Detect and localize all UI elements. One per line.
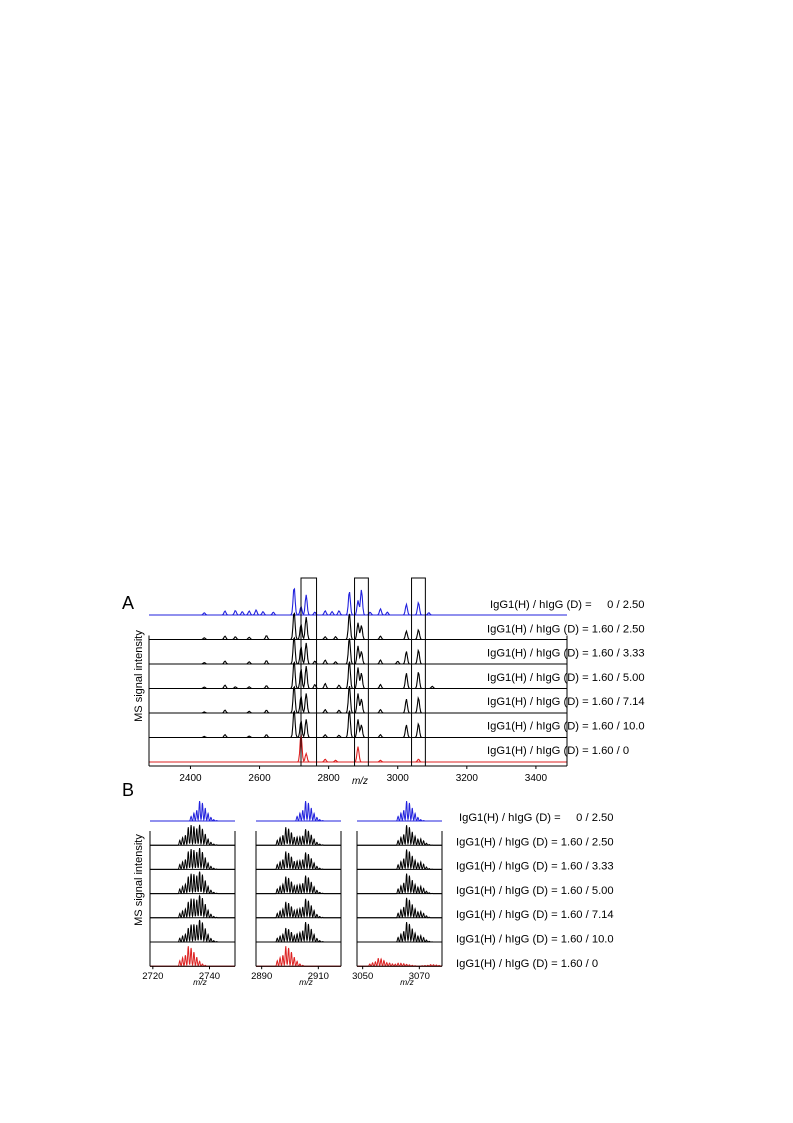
panel-b-trace-igg1-h-higg-d-1-60-5-00 [357, 874, 442, 894]
panel-b-x-tick-label: 2910 [307, 971, 329, 983]
panel-a-legend-entry: IgG1(H) / hIgG (D) = 1.60 / 2.50 [487, 623, 645, 636]
panel-a-legend-entry: IgG1(H) / hIgG (D) = 1.60 / 7.14 [487, 696, 645, 709]
panel-b-subplot-3 [352, 801, 442, 987]
panel-b-legend-entry: IgG1(H) / hIgG (D) = 1.60 / 10.0 [456, 933, 614, 946]
panel-a-x-tick-label: 2400 [179, 773, 202, 784]
panel-b-trace-igg1-h-higg-d-0-2-50 [256, 801, 341, 821]
panel-b-trace-line [150, 848, 235, 869]
panel-b-trace-line [150, 872, 235, 894]
panel-b-x-tick-label: 2740 [198, 971, 221, 983]
panel-b-trace-line [256, 899, 341, 918]
panel-b-trace-igg1-h-higg-d-1-60-2-50 [357, 825, 442, 845]
panel-b-legend-entry: IgG1(H) / hIgG (D) = 1.60 / 2.50 [456, 836, 614, 849]
panel-b-trace-igg1-h-higg-d-1-60-0 [357, 958, 442, 966]
panel-b-trace-line [256, 851, 341, 869]
panel-b-legend-entry: IgG1(H) / hIgG (D) = 1.60 / 5.00 [456, 884, 614, 897]
panel-a-x-tick-label: 3400 [524, 773, 548, 784]
panel-b-trace-igg1-h-higg-d-1-60-5-00 [150, 872, 235, 894]
panel-b-trace-igg1-h-higg-d-1-60-2-50 [256, 827, 341, 845]
panel-b-x-tick-label: 3070 [408, 971, 430, 983]
panel-a-legend [487, 599, 645, 757]
panel-b-trace-line [357, 922, 442, 942]
panel-b-trace-igg1-h-higg-d-1-60-0 [256, 946, 341, 966]
panel-b-trace-line [256, 922, 341, 942]
panel-b-trace-igg1-h-higg-d-1-60-7-14 [150, 896, 235, 918]
panel-a-x-tick-label: 3000 [386, 773, 409, 784]
panel-b-trace-igg1-h-higg-d-1-60-10-0 [150, 920, 235, 942]
panel-b-trace-igg1-h-higg-d-1-60-7-14 [357, 898, 442, 918]
panel-b-x-tick-label: 2720 [142, 971, 164, 983]
panel-b-letter: B [122, 780, 135, 800]
panel-b-trace-igg1-h-higg-d-1-60-3-33 [256, 851, 341, 869]
panel-b-trace-igg1-h-higg-d-0-2-50 [357, 801, 442, 821]
panel-b-trace-igg1-h-higg-d-1-60-2-50 [150, 825, 235, 845]
panel-b-ylabel: MS signal intensity [133, 834, 145, 926]
panel-a-xlabel: m/z [351, 776, 369, 787]
panel-b-trace-line [357, 874, 442, 894]
panel-a-legend-entry: IgG1(H) / hIgG (D) = 1.60 / 10.0 [487, 720, 645, 733]
panel-b-legend [456, 812, 614, 970]
panel-a-legend-entry: IgG1(H) / hIgG (D) = 1.60 / 5.00 [487, 671, 645, 684]
panel-a-x-tick-label: 2600 [248, 773, 271, 784]
panel-b-x-tick-label: 2890 [251, 971, 273, 983]
panel-b-xlabel: m/z [299, 977, 313, 988]
panel-a-ylabel: MS signal intensity [133, 630, 145, 722]
panel-a-legend-entry: IgG1(H) / hIgG (D) = 1.60 / 3.33 [487, 647, 645, 660]
panel-b-trace-line [357, 898, 442, 918]
panel-b-trace-igg1-h-higg-d-1-60-5-00 [256, 876, 341, 894]
panel-b-x-tick-label: 3050 [352, 971, 374, 983]
panel-b-subplot-1 [142, 801, 235, 987]
panel-b-trace-igg1-h-higg-d-1-60-10-0 [357, 922, 442, 942]
panel-b-legend-entry: IgG1(H) / hIgG (D) = 1.60 / 7.14 [456, 909, 614, 922]
panel-b-trace-line [150, 825, 235, 845]
panel-b-trace-igg1-h-higg-d-1-60-7-14 [256, 899, 341, 918]
panel-b-trace-line [357, 958, 442, 966]
panel-b-trace-line [357, 825, 442, 845]
panel-b-legend-entry: IgG1(H) / hIgG (D) = 1.60 / 3.33 [456, 860, 614, 873]
panel-b-trace-line [357, 801, 442, 821]
panel-a-x-tick-label: 3200 [455, 773, 478, 784]
panel-b-trace-igg1-h-higg-d-0-2-50 [150, 801, 235, 821]
panel-b-trace-line [150, 920, 235, 942]
panel-b [122, 780, 442, 987]
panel-a-letter: A [122, 593, 135, 613]
panel-b-legend-entry: IgG1(H) / hIgG (D) = 0 / 2.50 [459, 812, 614, 824]
panel-a-legend-entry: IgG1(H) / hIgG (D) = 0 / 2.50 [490, 599, 645, 611]
panel-b-trace-line [150, 801, 235, 821]
panel-b-xlabel: m/z [193, 977, 207, 988]
panel-b-trace-line [256, 946, 341, 966]
panel-b-trace-line [150, 946, 235, 966]
panel-b-xlabel: m/z [400, 977, 414, 988]
panel-a-x-tick-label: 2800 [317, 773, 340, 784]
panel-a-legend-entry: IgG1(H) / hIgG (D) = 1.60 / 0 [487, 744, 630, 757]
panel-b-trace-line [256, 801, 341, 821]
panel-b-trace-line [256, 827, 341, 845]
panel-b-legend-entry: IgG1(H) / hIgG (D) = 1.60 / 0 [456, 957, 599, 970]
panel-b-trace-line [256, 876, 341, 894]
panel-b-trace-line [357, 849, 442, 869]
panel-b-subplots [142, 801, 442, 987]
panel-b-subplot-2 [251, 801, 341, 987]
panel-b-trace-line [150, 896, 235, 918]
panel-b-trace-igg1-h-higg-d-1-60-3-33 [150, 848, 235, 869]
panel-b-trace-igg1-h-higg-d-1-60-10-0 [256, 922, 341, 942]
panel-b-trace-igg1-h-higg-d-1-60-0 [150, 946, 235, 966]
panel-b-trace-igg1-h-higg-d-1-60-3-33 [357, 849, 442, 869]
